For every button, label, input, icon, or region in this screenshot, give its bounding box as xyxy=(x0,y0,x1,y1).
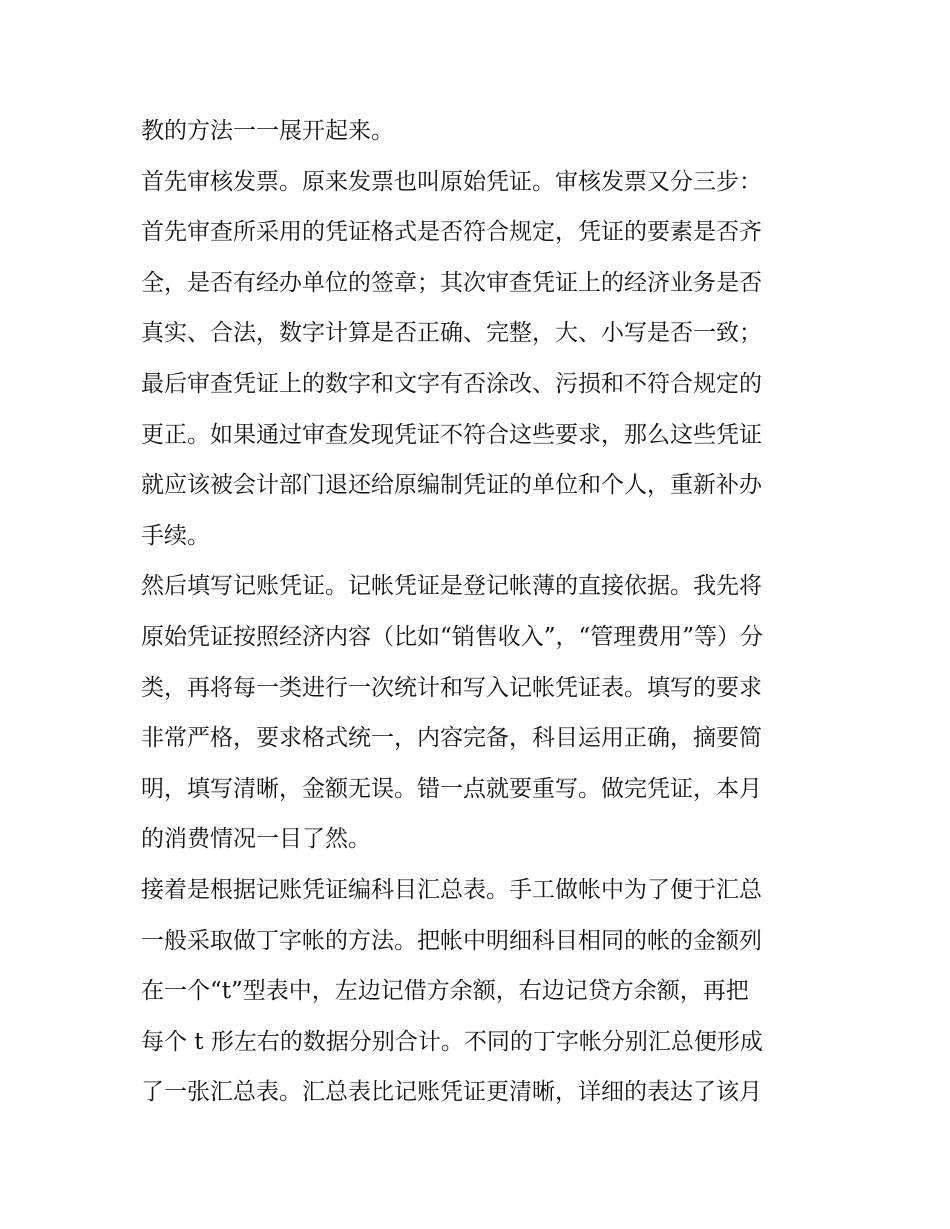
text-line-2: 首先审核发票。原来发票也叫原始凭证。审核发票又分三步： xyxy=(141,168,762,195)
text-line-15: 的消费情况一目了然。 xyxy=(141,826,371,853)
text-line-9: 手续。 xyxy=(141,522,210,549)
text-line-13: 非常严格，要求格式统一，内容完备，科目运用正确，摘要简 xyxy=(141,725,762,752)
text-line-1: 教的方法一一展开起来。 xyxy=(141,118,394,144)
text-line-4: 全，是否有经办单位的签章；其次审查凭证上的经济业务是否 xyxy=(141,269,762,296)
text-line-14: 明，填写清晰，金额无误。错一点就要重写。做完凭证，本月 xyxy=(141,775,762,802)
text-line-18: 在一个“t”型表中，左边记借方余额，右边记贷方余额，再把 xyxy=(141,978,749,1005)
text-line-5: 真实、合法，数字计算是否正确、完整，大、小写是否一致； xyxy=(141,320,762,347)
text-line-16: 接着是根据记账凭证编科目汇总表。手工做帐中为了便于汇总 xyxy=(141,876,762,903)
text-line-6: 最后审查凭证上的数字和文字有否涂改、污损和不符合规定的 xyxy=(141,370,762,397)
text-line-20: 了一张汇总表。汇总表比记账凭证更清晰，详细的表达了该月 xyxy=(141,1079,762,1106)
text-line-7: 更正。如果通过审查发现凭证不符合这些要求，那么这些凭证 xyxy=(141,421,762,448)
text-line-19: 每个 t 形左右的数据分别合计。不同的丁字帐分别汇总便形成 xyxy=(141,1028,763,1055)
body-text xyxy=(141,106,821,1118)
text-line-8: 就应该被会计部门退还给原编制凭证的单位和个人，重新补办 xyxy=(141,472,762,499)
text-line-12: 类，再将每一类进行一次统计和写入记帐凭证表。填写的要求 xyxy=(141,674,762,701)
text-line-17: 一般采取做丁字帐的方法。把帐中明细科目相同的帐的金额列 xyxy=(141,927,762,954)
text-line-10: 然后填写记账凭证。记帐凭证是登记帐薄的直接依据。我先将 xyxy=(141,573,762,600)
text-line-11: 原始凭证按照经济内容（比如“销售收入”，“管理费用”等）分 xyxy=(141,623,764,650)
text-line-3: 首先审查所采用的凭证格式是否符合规定，凭证的要素是否齐 xyxy=(141,219,762,246)
